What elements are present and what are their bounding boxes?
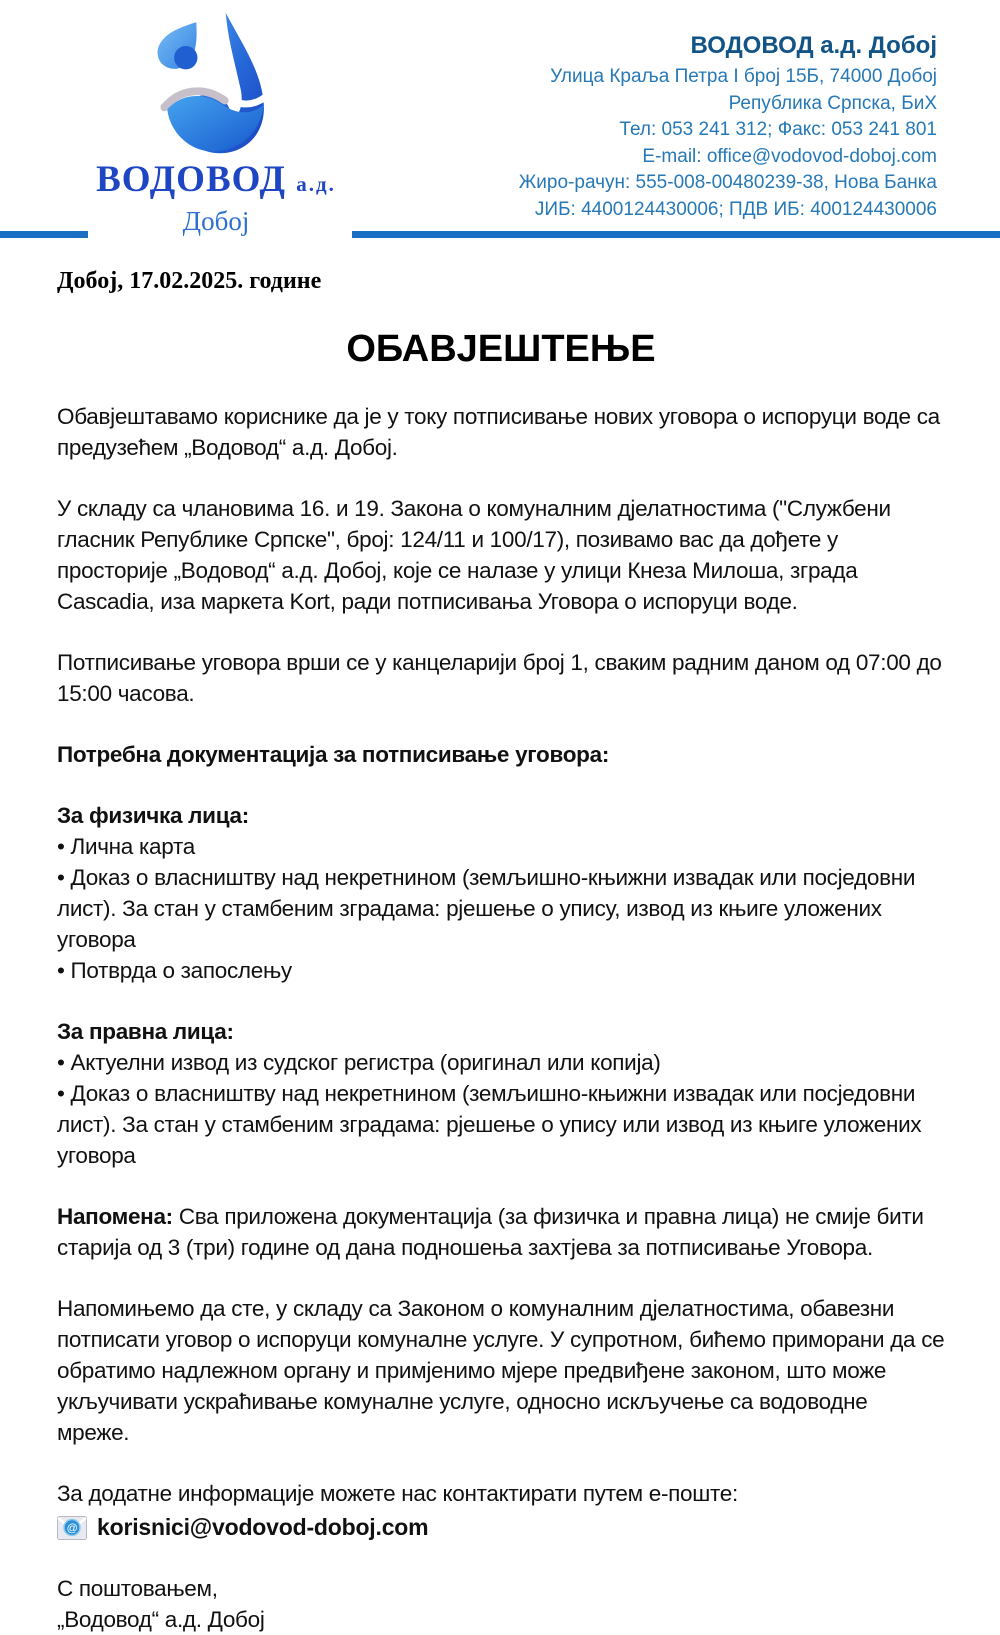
date-line: Добој, 17.02.2025. године [57,268,322,294]
logo-company-name: ВОДОВОД а.д. [96,159,336,200]
list-item-individuals-3: • Потврда о запослењу [57,958,292,983]
logo-city: Добој [182,206,250,236]
individuals-section-heading: За физичка лица: [57,803,249,828]
paragraph-warning: Напомињемо да сте, у складу са Законом о комуналним дјелатностима, обавезни потписати уговор о испоруци комуналне услуге. У супротном, бићемо приморани да се обратимо надлежном органу и примјенимо мјере предвиђене законом, што може укључивати ускраћивање комуналне услуге, односно искључење са водоводне мреже. [57,1296,945,1445]
note-text: Сва приложена документација (за физичка и правна лица) не смије бити старија од 3 (три) године од дана подношења захтјева за потписивање Уговора. [57,1204,924,1260]
closing-block [57,1573,945,1635]
company-contact-block [519,31,937,223]
list-item-individuals-2: • Доказ о власништву над некретнином (земљишно-књижни извадак или посједовни лист). За стан у стамбеним зградама: рјешење о упису, извод из књиге уложених уговора [57,865,916,952]
paragraph-office-hours: Потписивање уговора врши се у канцеларији број 1, сваким радним даном од 07:00 до 15:00 часова. [57,650,942,706]
header-bank-account-line: Жиро-рачун: 555-008-00480239-38, Нова Банка [518,172,937,193]
list-item-legal-1: • Актуелни извод из судског регистра (оригинал или копија) [57,1050,661,1075]
page-title: ОБАВЈЕШТЕЊЕ [346,328,656,370]
header-divider-right-segment [352,231,1000,238]
contact-email-row [57,1512,945,1543]
at-sign-glyph: @ [66,1522,78,1535]
list-item-legal-2: • Доказ о власништву над некретнином (земљишно-књижни извадак или посједовни лист). За стан у стамбеним зградама: рјешење о упису или извод из књиге уложених уговора [57,1081,922,1168]
email-envelope-icon [57,1516,87,1540]
paragraph-law: У складу са члановима 16. и 19. Закона о комуналним дјелатностима ("Службени гласник Републике Српске", број: 124/11 и 100/17), позивамо вас да дођете у просторије „Водовод“ а.д. Добој, које се налазе у улици Кнеза Милоша, зграда Cascadia, иза маркета Kort, ради потписивања Уговора о испоруци воде. [57,496,891,614]
header-company-name: ВОДОВОД а.д. Добој [690,32,937,59]
header-divider-left-segment [0,231,88,238]
header-address-line: Улица Краља Петра I број 15Б, 74000 Добој [550,66,937,87]
contact-intro-line: За додатне информације можете нас контактирати путем е-поште: [57,1481,738,1506]
paragraph-intro: Обавјештавамо кориснике да је у току потписивање нових уговора о испоруци воде са предузећем „Водовод“ а.д. Добој. [57,404,940,460]
company-logo-block [88,10,344,237]
document-body [57,266,945,1635]
header-region-line: Република Српска, БиХ [728,92,937,114]
legal-entities-section-heading: За правна лица: [57,1019,234,1044]
water-drop-icon [138,10,294,158]
contact-email-address: korisnici@vodovod-doboj.com [97,1514,429,1540]
closing-salutation: С поштовањем, [57,1576,218,1601]
logo-company-suffix: а.д. [296,172,336,196]
header-email-line: E-mail: office@vodovod-doboj.com [642,145,937,167]
header-tax-ids-line: ЈИБ: 4400124430006; ПДВ ИБ: 400124430006 [534,198,937,220]
required-documents-heading: Потребна документација за потписивање уговора: [57,742,610,767]
paragraph-note [57,1201,945,1263]
list-item-individuals-1: • Лична карта [57,834,195,859]
note-label: Напомена: [57,1204,173,1229]
closing-signature: „Водовод“ а.д. Добој [57,1607,265,1632]
header-phone-fax-line: Тел: 053 241 312; Факс: 053 241 801 [619,119,937,140]
